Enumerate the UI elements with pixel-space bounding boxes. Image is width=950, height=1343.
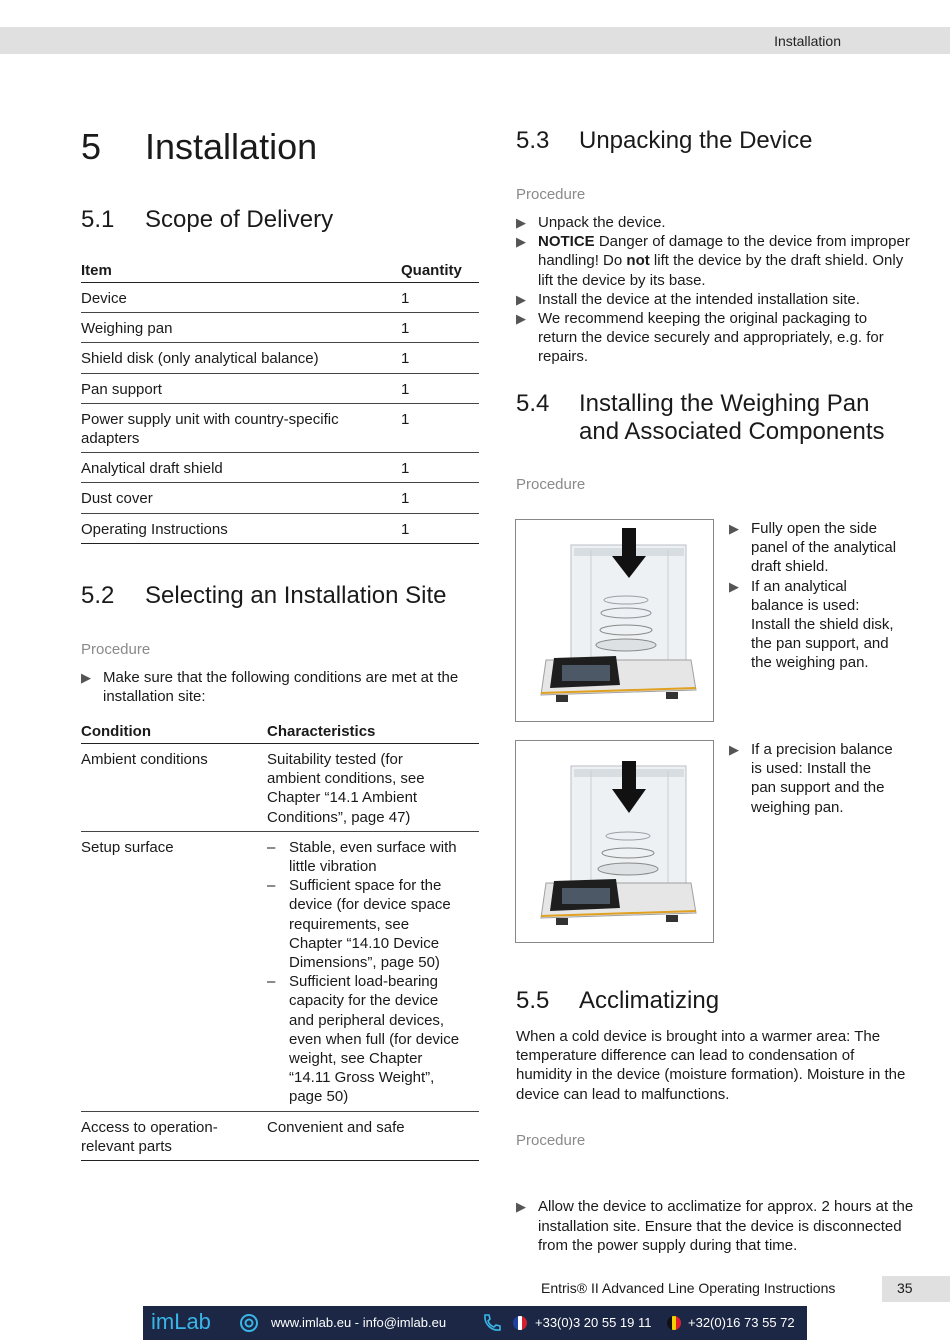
procedure-label: Procedure <box>81 641 151 658</box>
procedure-label: Procedure <box>516 1132 586 1149</box>
list-item <box>516 309 910 367</box>
procedure-label: Procedure <box>516 186 586 203</box>
analytical-balance-image <box>515 519 714 722</box>
bullet-arrow-icon: ▶ <box>516 234 526 250</box>
item-cell: Device <box>81 283 401 313</box>
table-row <box>81 343 479 373</box>
characteristics-cell: Suitability tested (for ambient conditions, see Chapter “14.1 Ambient Conditions”, page 47) <box>267 744 479 832</box>
dash-marker: – <box>267 838 276 856</box>
chapter-number: 5 <box>81 126 102 167</box>
section-5-3-title: Unpacking the Device <box>579 127 813 154</box>
step-text: If a precision balance is used: Install the pan support and the weighing pan. <box>751 741 893 816</box>
bullet-arrow-icon: ▶ <box>729 742 739 757</box>
item-text: Stable, even surface with little vibration <box>289 838 457 876</box>
item-text: Sufficient load-bearing capacity for the device and peripheral devices, even when full (for device weight, see Chapter “14.11 Gross Weight”, page 50) <box>289 973 460 1106</box>
list-item <box>267 972 463 1106</box>
item-cell: Shield disk (only analytical balance) <box>81 343 401 373</box>
item-cell: Pan support <box>81 373 401 403</box>
col-quantity: Quantity <box>401 262 479 283</box>
notice-emphasis: not <box>626 252 650 270</box>
precision-balance-image <box>515 740 714 943</box>
table-row <box>81 313 479 343</box>
step-text: Make sure that the following conditions are met at the installation site: <box>103 669 459 706</box>
dash-marker: – <box>267 877 276 895</box>
condition-cell: Ambient conditions <box>81 744 267 832</box>
table-row <box>81 403 479 452</box>
imlab-logo: imLab <box>151 1309 211 1334</box>
bullet-arrow-icon: ▶ <box>516 291 526 307</box>
list-item <box>729 519 899 577</box>
bullet-arrow-icon: ▶ <box>516 1199 526 1215</box>
col-characteristics: Characteristics <box>267 723 479 744</box>
qty-cell: 1 <box>401 483 479 513</box>
characteristics-cell <box>267 831 479 1111</box>
list-item <box>729 577 899 673</box>
qty-cell: 1 <box>401 343 479 373</box>
phone-icon <box>481 1313 501 1333</box>
chapter-title: Installation <box>145 126 318 167</box>
table-row <box>81 453 479 483</box>
website-email[interactable]: www.imlab.eu - info@imlab.eu <box>271 1315 447 1330</box>
phone-france[interactable]: +33(0)3 20 55 19 11 <box>535 1315 652 1330</box>
qty-cell: 1 <box>401 283 479 313</box>
bullet-arrow-icon: ▶ <box>81 670 91 685</box>
list-item <box>516 213 910 232</box>
table-row <box>81 1111 479 1160</box>
table-row <box>81 483 479 513</box>
footer-document-title: Entris® II Advanced Line Operating Instructions <box>541 1280 836 1296</box>
bullet-arrow-icon: ▶ <box>729 521 739 536</box>
table-row <box>81 373 479 403</box>
table-row <box>81 744 479 832</box>
notice-label: NOTICE <box>538 233 595 251</box>
phone-belgium[interactable]: +32(0)16 73 55 72 <box>688 1315 795 1330</box>
list-item <box>516 1197 928 1255</box>
qty-cell: 1 <box>401 373 479 403</box>
condition-cell: Setup surface <box>81 831 267 1111</box>
item-text: Sufficient space for the device (for device space requirements, see Chapter “14.10 Device Dimensions”, page 50) <box>289 877 451 972</box>
section-5-4-number: 5.4 <box>516 390 550 417</box>
qty-cell: 1 <box>401 513 479 543</box>
section-5-4-title-line1: Installing the Weighing Pan <box>579 390 870 417</box>
step-text: Install the device at the intended installation site. <box>538 290 860 308</box>
analytical-steps <box>729 519 899 673</box>
balance-illustration-icon <box>516 741 713 942</box>
characteristics-cell: Convenient and safe <box>267 1111 479 1160</box>
page-number: 35 <box>897 1280 913 1296</box>
section-5-1-title: Scope of Delivery <box>145 206 334 233</box>
item-cell: Power supply unit with country-specific adapters <box>81 403 401 452</box>
section-5-4-title-line2: and Associated Components <box>579 418 885 445</box>
item-cell: Analytical draft shield <box>81 453 401 483</box>
step-text: We recommend keeping the original packaging to return the device securely and appropriately, e.g. for repairs. <box>538 310 884 366</box>
acclimatizing-body: When a cold device is brought into a warmer area: The temperature difference can lead to condensation of humidity in the device (moisture formation). Moisture in the device can lead to malfunctions. <box>516 1028 906 1103</box>
section-5-3-number: 5.3 <box>516 127 550 154</box>
france-flag-icon <box>513 1316 527 1330</box>
list-item <box>267 876 463 972</box>
col-condition: Condition <box>81 723 267 744</box>
step-text: Allow the device to acclimatize for approx. 2 hours at the installation site. Ensure that the device is disconnected from the power supply during that time. <box>538 1198 914 1254</box>
qty-cell: 1 <box>401 403 479 452</box>
qty-cell: 1 <box>401 453 479 483</box>
unpacking-steps <box>516 213 910 367</box>
at-sign-icon <box>239 1313 259 1333</box>
bullet-arrow-icon: ▶ <box>516 311 526 327</box>
section-5-2-title: Selecting an Installation Site <box>145 582 447 609</box>
installation-site-table <box>81 723 479 1161</box>
notice-text: lift the device by the draft shield. Only lift the device by its base. <box>538 252 904 289</box>
condition-cell: Access to operation-relevant parts <box>81 1111 267 1160</box>
step-text: Fully open the side panel of the analytical draft shield. <box>751 520 897 576</box>
list-item <box>516 232 910 290</box>
section-5-5-title: Acclimatizing <box>579 987 720 1014</box>
precision-steps <box>729 740 899 817</box>
list-item <box>729 740 899 817</box>
table-row <box>81 513 479 543</box>
step-text: Unpack the device. <box>538 214 666 231</box>
belgium-flag-icon <box>667 1316 681 1330</box>
list-item <box>81 668 483 706</box>
section-5-2-number: 5.2 <box>81 582 115 609</box>
bullet-arrow-icon: ▶ <box>516 215 526 230</box>
section-5-5-number: 5.5 <box>516 987 550 1014</box>
page-number-box <box>882 1276 950 1302</box>
header-section-title: Installation <box>774 33 841 49</box>
col-item: Item <box>81 262 401 283</box>
list-item <box>267 838 463 876</box>
qty-cell: 1 <box>401 313 479 343</box>
section-5-1-number: 5.1 <box>81 206 115 233</box>
bullet-arrow-icon: ▶ <box>729 578 739 594</box>
scope-of-delivery-table <box>81 262 479 544</box>
notice-text: Danger of damage to the device from improper handling! Do <box>538 233 910 270</box>
imlab-banner[interactable] <box>143 1306 807 1340</box>
step-text: If an analytical balance is used: Install the shield disk, the pan support, and the weighing pan. <box>751 577 894 672</box>
item-cell: Dust cover <box>81 483 401 513</box>
table-row <box>81 283 479 313</box>
item-cell: Weighing pan <box>81 313 401 343</box>
procedure-label: Procedure <box>516 476 586 493</box>
item-cell: Operating Instructions <box>81 513 401 543</box>
table-row <box>81 831 479 1111</box>
dash-marker: – <box>267 973 276 991</box>
list-item <box>516 290 910 309</box>
balance-illustration-icon <box>516 520 713 721</box>
